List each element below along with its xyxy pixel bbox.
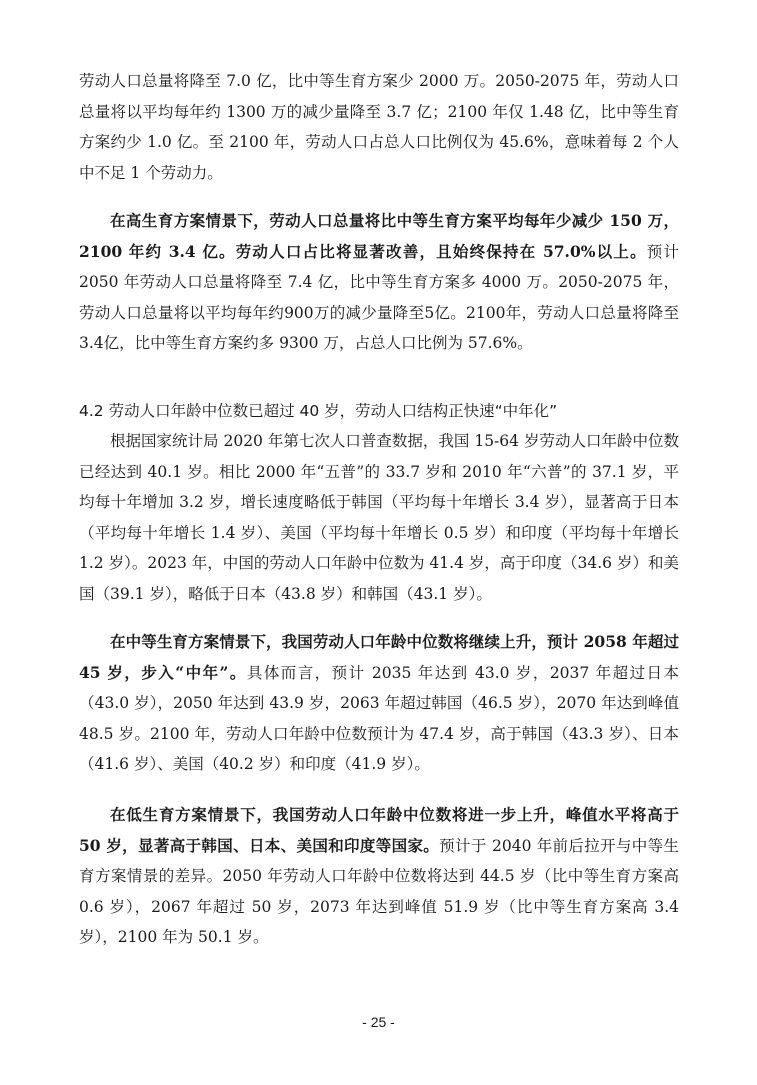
paragraph-labor-high-scenario (79, 206, 679, 359)
paragraph-text: 预计于 2040 年前后拉开与中等生育方案情景的差异。2050 年劳动人口年龄中位数将达到 44.5 岁（比中等生育方案高 0.6 岁），2067 年超过 50 岁，2073 年达到峰值 51.9 岁（比中等生育方案高 3.4 岁），2100 年为 50.1 岁。 (79, 836, 679, 946)
section-heading: 4.2 劳动人口年龄中位数已超过 40 岁，劳动人口结构正快速“中年化” (79, 402, 558, 420)
paragraph-bold-lead: 在高生育方案情景下，劳动人口总量将比中等生育方案平均每年少减少 150 万，2100 年约 3.4 亿。劳动人口占比将显著改善，且始终保持在 57.0%以上。 (79, 211, 679, 261)
paragraph-median-medium-scenario (79, 627, 679, 780)
paragraph-text: 预计 2050 年劳动人口总量将降至 7.4 亿，比中等生育方案多 4000 万。2050-2075 年，劳动人口总量将以平均每年约900万的减少量降至5亿。2100年，劳动人口总量将降至3.4亿，比中等生育方案约多 9300 万，占总人口比例为 57.6%。 (79, 242, 679, 352)
page-number: - 25 - (362, 1014, 395, 1030)
paragraph-text: 劳动人口总量将降至 7.0 亿，比中等生育方案少 2000 万。2050-2075 年，劳动人口总量将以平均每年约 1300 万的减少量降至 3.7 亿；2100 年仅 1.48 亿，比中等生育方案约少 1.0 亿。至 2100 年，劳动人口占总人口比例仅为 45.6%，意味着每 2 个人中不足 1 个劳动力。 (79, 72, 679, 182)
paragraph-median-age-census (79, 426, 679, 609)
paragraph-bold-lead: 在中等生育方案情景下，我国劳动人口年龄中位数将继续上升，预计 2058 年超过 45 岁，步入“中年”。 (79, 632, 679, 682)
paragraph-text: 根据国家统计局 2020 年第七次人口普查数据，我国 15-64 岁劳动人口年龄中位数已经达到 40.1 岁。相比 2000 年“五普”的 33.7 岁和 2010 年“六普”的 37.1 岁，平均每十年增加 3.2 岁，增长速度略低于韩国（平均每十年增长 3.4 岁），显著高于日本（平均每十年增长 1.4 岁）、美国（平均每十年增长 0.5 岁）和印度（平均每十年增长 1.2 岁）。2023 年，中国的劳动人口年龄中位数为 41.4 岁，高于印度（34.6 岁）和美国（39.1 岁），略低于日本（43.8 岁）和韩国（43.1 岁）。 (79, 432, 679, 603)
paragraph-median-low-scenario (79, 800, 679, 953)
paragraph-text: 具体而言，预计 2035 年达到 43.0 岁，2037 年超过日本（43.0 岁），2050 年达到 43.9 岁，2063 年超过韩国（46.5 岁），2070 年达到峰值 48.5 岁。2100 年，劳动人口年龄中位数预计为 47.4 岁，高于韩国（43.3 岁）、日本（41.6 岁）、美国（40.2 岁）和印度（41.9 岁）。 (79, 663, 679, 773)
paragraph-bold-lead: 在低生育方案情景下，我国劳动人口年龄中位数将进一步上升，峰值水平将高于 50 岁，显著高于韩国、日本、美国和印度等国家。 (79, 805, 679, 855)
paragraph-labor-low-scenario (79, 66, 679, 188)
